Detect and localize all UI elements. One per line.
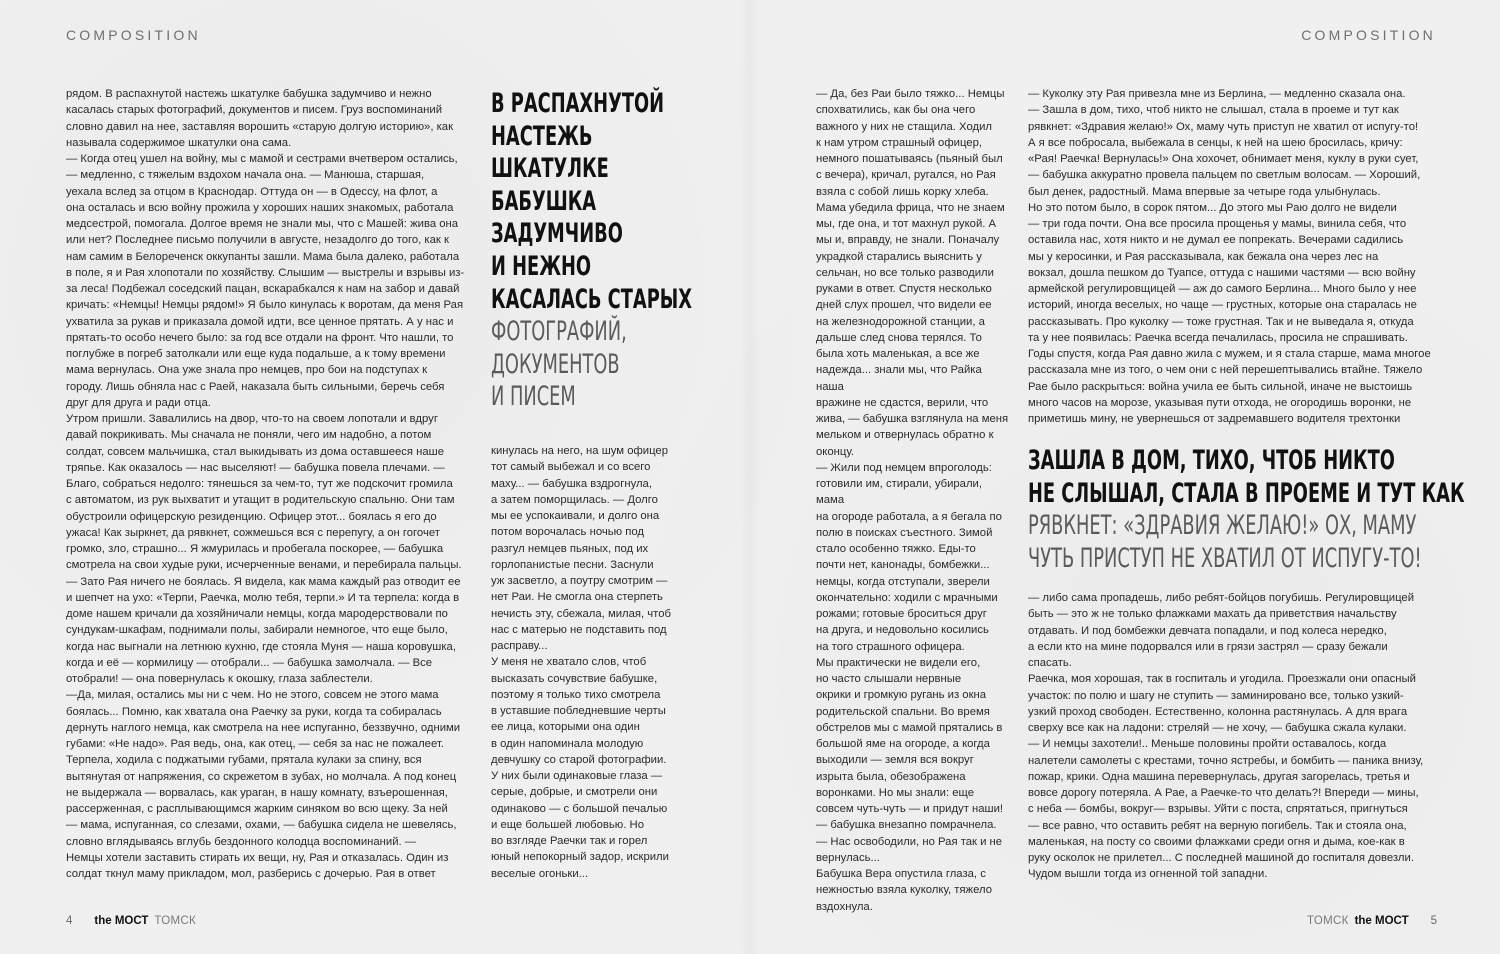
section-label-left: COMPOSITION [66,27,201,43]
body-text: — либо сама пропадешь, либо ребят-бойцов погубишь. Регулировщицей быть — это ж не только флажками махать да приветствия начальству отдавать. И под бомбежки девчата попадали, и под колеса нередко, а если кто на мине подорвался или в грязи застрял — сразу бежали спасать. Раечка, моя хорошая, так в госпиталь и угодила. Проезжали они опасный участок: по полю и шагу не ступить — заминировано все, только узкий- узкий проход свободен. Естественно, колонна растянулась. А для врага сверху все как на ладони: стреляй — не хочу, — бабушка сжала кулаки. — И немцы захотели!.. Меньше половины пройти оставалось, когда налетели самолеты с крестами, точно ястребы, и бомбить — паника внизу, пожар, крики. Одна машина перевернулась, другая загорелась, третья и вовсе дорогу потеряла. А Рае, а Раечке-то что делать?! Впереди — мины, с неба — бомбы, вокруг— взрывы. Уйти с поста, спрятаться, пригнуться — все равно, что оставить ребят на верную погибель. Так и стояла она, маленькая, на посту со своими флажками среди огня и дыма, кое-как в руку осколок не прилетел... С последней машиной до госпиталя довезли. Чудом вышли тогда из огненной той западни. [1028,592,1424,881]
pull-quote-line: И НЕЖНО [491,250,592,282]
page-number: 5 [1430,915,1437,927]
pull-quote-line: ДОКУМЕНТОВ [491,348,620,380]
pull-quote-line: ЗАДУМЧИВО [491,218,623,250]
city-name: ТОМСК [154,915,196,927]
pull-quote-line: И ПИСЕМ [491,381,576,413]
magazine-name: the МОСТ [1354,915,1409,927]
pull-quote-right [1028,445,1465,575]
pull-quote-line: НАСТЕЖЬ [491,120,593,152]
body-column-4-bottom [1028,590,1438,883]
pull-quote-line: БАБУШКА [491,185,597,217]
page-gutter [740,0,760,954]
body-column-3 [816,86,1012,915]
pull-quote-line: ЗАШЛА В ДОМ, ТИХО, ЧТОБ НИКТО [1028,445,1395,476]
footer-right [1307,915,1437,927]
body-column-1 [66,86,476,882]
section-label-right: COMPOSITION [1301,27,1436,43]
pull-quote-line: ФОТОГРАФИЙ, [491,316,627,348]
pull-quote-line: ШКАТУЛКЕ [491,153,609,185]
city-name: ТОМСК [1307,915,1349,927]
pull-quote-line: РЯВКНЕТ: «ЗДРАВИЯ ЖЕЛАЮ!» ОХ, МАМУ [1028,510,1417,542]
pull-quote-left [491,88,692,414]
pull-quote-line: КАСАЛАСЬ СТАРЫХ [491,283,692,315]
footer-left [66,915,196,927]
pull-quote-line: В РАСПАХНУТОЙ [491,88,665,119]
page-number: 4 [66,915,73,927]
body-text: — Куколку эту Рая привезла мне из Берлина, — медленно сказала она. — Зашла в дом, тихо, чтоб никто не слышал, стала в проеме и тут как рявкнет: «Здравия желаю!» Ох, маму чуть приступ не хватил от испугу-то! А я все побросала, выбежала в сенцы, к ней на шею бросилась, кричу: «Рая! Раечка! Вернулась!» Она хохочет, обнимает меня, куклу в руки сует, — бабушка аккуратно провела пальцем по светлым волосам. — Хороший, был денек, радостный. Мама впервые за четыре года улыбнулась. Но это потом было, в сорок пятом... До этого мы Раю долго не видели — три года почти. Она все просила прощенья у мамы, винила себя, что оставила нас, хотя никто и не думал ее попрекать. Вечерами садились мы у керосинки, и Рая рассказывала, как бежала она через лес на вокзал, дошла пешком до Туапсе, оттуда с нашими частями — всю войну армейской регулировщицей — аж до самого Берлина... Много было у нее историй, иногда веселых, но чаще — грустных, которые она старалась не рассказывать. Про куколку — тоже грустная. Так и не выведала я, откуда та у нее появилась: Раечка всегда печалилась, просила не спрашивать. Годы спустя, когда Рая давно жила с мужем, и я стала старше, мама многое рассказала мне из того, о чем они с ней перешептывались втайне. Тяжело Рае было раскрыться: война учила ее быть сильной, иначе не выстоишь много часов на морозе, указывая пути отхода, не огородишь воронки, не приметишь мину, не увернешься от задремавшего водителя трехтонки [1028,88,1431,425]
body-column-2 [491,443,681,882]
body-column-4-top [1028,86,1438,427]
magazine-name: the МОСТ [94,915,149,927]
body-text: кинулась на него, на шум офицер тот самый выбежал и со всего маху... — бабушка вздрогнула, а затем поморщилась. — Долго мы ее успокаивали, и долго она потом ворочалась ночью под разгул немцев пьяных, под их горлопанистые песни. Заснули уж засветло, а поутру смотрим — нет Раи. Не смогла она стерпеть нечисть эту, сбежала, милая, чтоб нас с матерью не подставить под расправу... У меня не хватало слов, чтоб высказать сочувствие бабушке, поэтому я только тихо смотрела в уставшие побледневшие черты ее лица, которыми она один в один напоминала молодую девчушку со старой фотографии. У них были одинаковые глаза — серые, добрые, и смотрели они одинаково — с большой печалью и еще большей любовью. Но во взгляде Раечки так и горел юный непокорный задор, искрили веселые огоньки... [491,445,671,880]
pull-quote-line: НЕ СЛЫШАЛ, СТАЛА В ПРОЕМЕ И ТУТ КАК [1028,477,1465,509]
pull-quote-line: ЧУТЬ ПРИСТУП НЕ ХВАТИЛ ОТ ИСПУГУ-ТО! [1028,542,1422,574]
body-text: — Да, без Раи было тяжко... Немцы спохватились, как бы она чего важного у них не стащила. Ходил к нам утром страшный офицер, немного пошатываясь (пьяный был с вечера), кричал, ругался, но Рая взяла с собой лишь корку хлеба. Мама убедила фрица, что не знаем мы, где она, и тот махнул рукой. А мы и, вправду, не знали. Поначалу украдкой старались выяснить у сельчан, но все только разводили руками в ответ. Спустя несколько дней слух прошел, что видели ее на железнодорожной станции, а дальше след снова терялся. То была хоть маленькая, а все же надежда... знали мы, что Райка наша вражине не сдастся, верили, что жива, — бабушка взглянула на меня мельком и отвернулась обратно к оконцу. — Жили под немцем впроголодь: готовили им, стирали, убирали, мама на огороде работала, а я бегала по полю в поисках съестного. Зимой стало особенно тяжко. Еды-то почти нет, канонады, бомбежки... немцы, когда отступали, зверели окончательно: ходили с мрачными рожами; готовые броситься друг на друга, и недовольно косились на того страшного офицера. Мы практически не видели его, но часто слышали нервные окрики и громкую ругань из окна родительской спальни. Во время обстрелов мы с мамой прятались в большой яме на огороде, а когда выходили — земля вся вокруг изрыта была, обезображена воронками. Но мы знали: еще совсем чуть-чуть — и придут наши! — бабушка внезапно помрачнела. — Нас освободили, но Рая так и не вернулась... Бабушка Вера опустила глаза, с нежностью взяла куколку, тяжело вздохнула. [816,88,1009,913]
body-text: рядом. В распахнутой настежь шкатулке бабушка задумчиво и нежно касалась старых фотографий, документов и писем. Груз воспоминаний словно давил на нее, заставляя ворошить «старую долгую историю», как называла содержимое шкатулки она сама. — Когда отец ушел на войну, мы с мамой и сестрами вчетвером остались, — медленно, с тяжелым вздохом начала она. — Манюша, старшая, уехала вслед за отцом в Краснодар. Оттуда он — в Одессу, на флот, а она осталась и всю войну прожила у хороших наших знакомых, работала медсестрой, помогала. Долгое время не знали мы, что с Машей: жива она или нет? Последнее письмо получили в августе, незадолго до того, как к нам самим в Белореченск оккупанты зашли. Мама была далеко, работала в поле, я и Рая хлопотали по хозяйству. Слышим — выстрелы и взрывы из- за леса! Подбежал соседский пацан, вскарабкался к нам на забор и давай кричать: «Немцы! Немцы рядом!» Я было кинулась к воротам, да меня Рая ухватила за рукав и приказала домой идти, все ценное прятать. А у нас и прятать-то особо нечего было: за год все отдали на фронт. Что нашли, то поглубже в погреб затолкали или еще куда подальше, а к тому времени мама вернулась. Она уже знала про немцев, про бои на подступах к городу. Лишь обняла нас с Раей, наказала быть сильными, беречь себя друг для друга и ради отца. Утром пришли. Завалились на двор, что-то на своем лопотали и вдруг давай покрикивать. Мы сначала не поняли, чего им надобно, а потом солдат, совсем мальчишка, стал выкидывать из дома оставшееся наше тряпье. Как оказалось — нас выселяют! — бабушка повела плечами. — Благо, собраться недолго: тянешься за чем-то, тут же подскочит громила с автоматом, из рук выхватит и утащит в родительскую спальню. Они там обустроили офицерскую резиденцию. Офицер этот... боялась я его до ужаса! Как зыркнет, да рявкнет, сожмешься вся с перепугу, а он гогочет громко, зло, страшно... Я жмурилась и пробегала поскорее, — бабушка смотрела на свои худые руки, исчерченные венами, и перебирала пальцы. — Зато Рая ничего не боялась. Я видела, как мама каждый раз отводит ее и шепчет на ухо: «Терпи, Раечка, молю тебя, терпи.» И та терпела: когда в доме нашем кричали да хозяйничали немцы, когда мародерствовали по сундукам-шкафам, поднимали полы, забирали немногое, что еще было, когда нас выгнали на летнюю кухню, где стояла Муня — наша коровушка, когда и её — кормилицу — отобрали... — бабушка замолчала. — Все отобрали! — она повернулась к окошку, глаза заблестели. —Да, милая, остались мы ни с чем. Но не этого, совсем не этого мама боялась... Помню, как хватала она Раечку за руки, когда та собиралась дернуть наглого немца, как смотрела на нее испуганно, беззвучно, одними губами: «Не надо». Рая ведь, она, как отец, — себя за нас не пожалеет. Терпела, ходила с поджатыми губами, прятала кулаки за спину, вся вытянутая от напряжения, со скрежетом в зубах, но молчала. А под конец не выдержала — ворвалась, как ураган, в нашу комнату, взъерошенная, рассерженная, с расплывающимся жарким синяком во всю щеку. За ней — мама, испуганная, со слезами, охами, — бабушка сидела не шевелясь, словно вглядываясь вглубь бездонного колодца воспоминаний. — Немцы хотели заставить стирать их вещи, ну, Рая и отказалась. Один из солдат ткнул маму прикладом, мол, разберись с дочерью. Рая в ответ [66,88,465,880]
